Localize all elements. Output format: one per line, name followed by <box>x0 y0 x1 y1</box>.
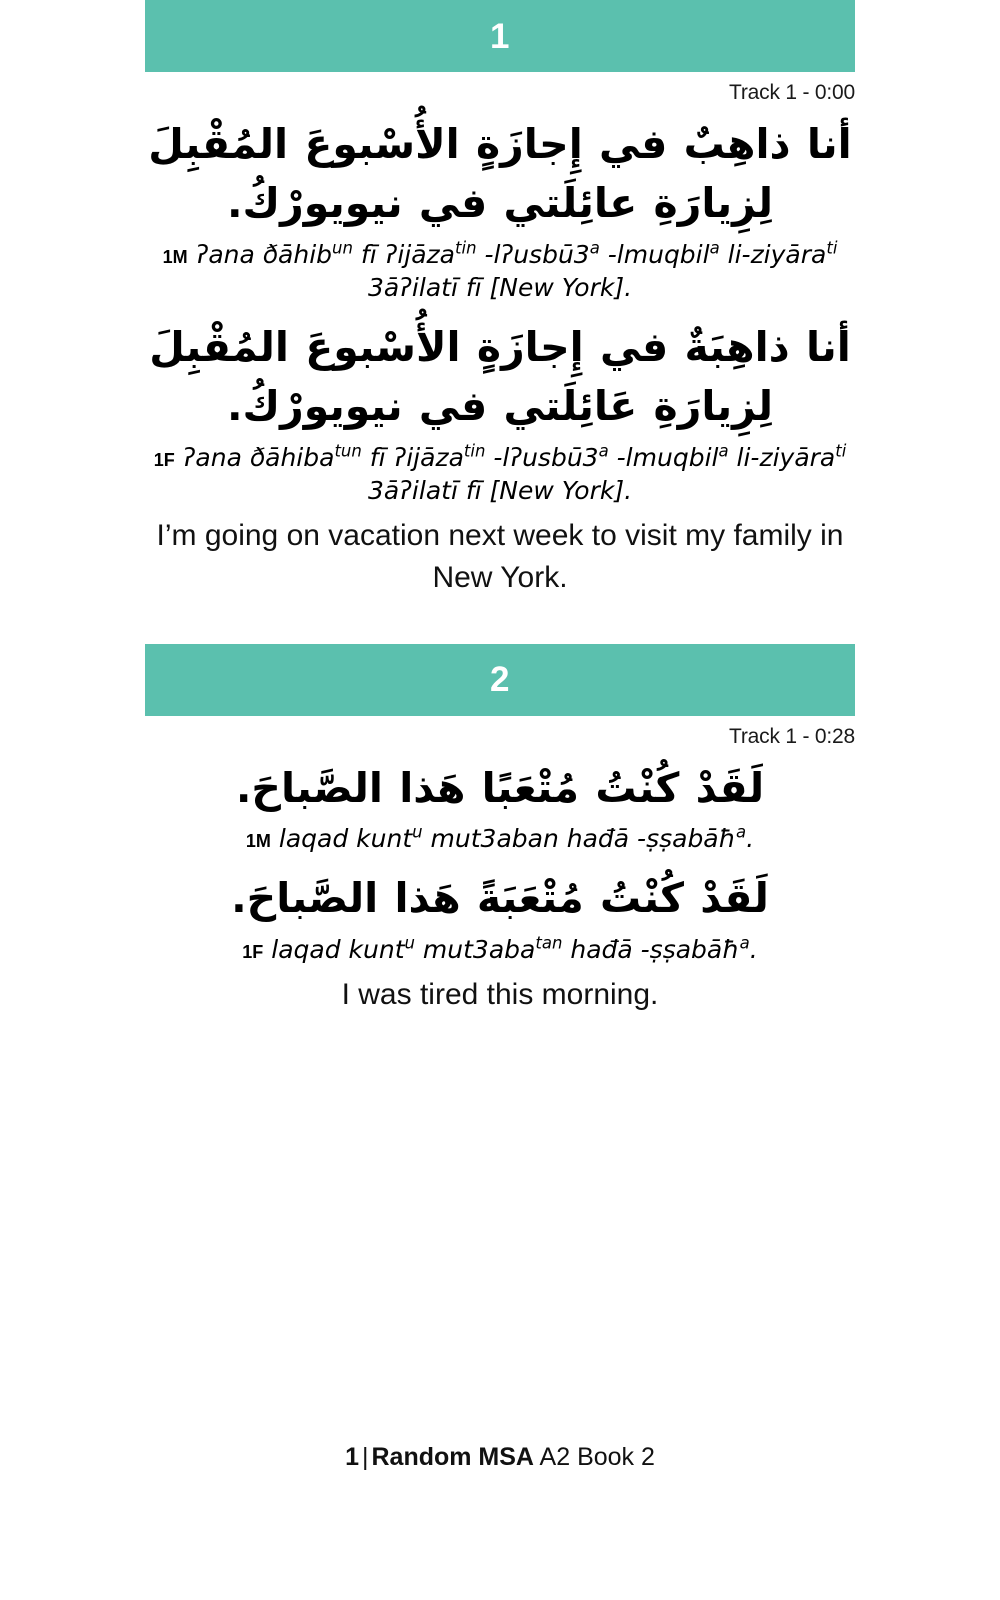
entry-2-gender-tag-feminine: 1F <box>242 941 264 962</box>
entry-2-transliteration-feminine <box>145 933 855 966</box>
entry-2-transliteration-masculine <box>145 822 855 855</box>
entry-1-transliteration-feminine <box>145 441 855 507</box>
entry-1-gender-tag-masculine: 1M <box>162 246 188 267</box>
entry-2-arabic-masculine: لَقَدْ كُنْتُ مُتْعَبًا هَذا الصَّباحَ. <box>235 763 765 812</box>
footer-book-label: A2 Book 2 <box>533 1443 655 1471</box>
entry-2-transliteration-masculine-text: laqad kunt$^u$ mut3aban hađā -ṣṣabāħ$^a$. <box>278 823 755 854</box>
entry-1 <box>145 0 855 600</box>
entry-2-arabic-feminine: لَقَدْ كُنْتُ مُتْعَبَةً هَذا الصَّباحَ. <box>231 874 769 923</box>
entry-1-transliteration-masculine-text: ʔana ðāhib$^{un}$ fī ʔijāza$^{tin}$ -lʔusbū3$^a$ -lmuqbil$^a$ li-ziyāra$^{ti}$ 3āʔilatī fī [New York]. <box>195 238 838 302</box>
entry-2-track-label: Track 1 - 0:28 <box>729 724 855 748</box>
entry-1-english-translation: I’m going on vacation next week to visit my family in New York. <box>156 518 844 595</box>
entry-2-header-bar <box>145 644 855 716</box>
entry-2-english-translation: I was tired this morning. <box>341 977 659 1011</box>
entry-1-gender-tag-feminine: 1F <box>153 449 175 470</box>
footer-brand: Random MSA <box>371 1443 534 1471</box>
entry-2-gender-tag-masculine: 1M <box>245 831 271 852</box>
entry-1-track-label: Track 1 - 0:00 <box>729 81 855 104</box>
entry-1-number: 1 <box>490 16 510 56</box>
entry-2-transliteration-feminine-text: laqad kunt$^u$ mut3aba$^{tan}$ hađā -ṣṣabāħ$^a$. <box>271 933 758 964</box>
entry-1-transliteration-feminine-text: ʔana ðāhiba$^{tun}$ fī ʔijāza$^{tin}$ -lʔusbū3$^a$ -lmuqbil$^a$ li-ziyāra$^{ti}$ 3āʔilatī fī [New York]. <box>182 441 847 505</box>
footer-separator: | <box>361 1443 369 1471</box>
entry-1-arabic-masculine: أنا ذاهِبٌ في إِجازَةٍ الأُسْبوعَ المُقْبِلَ لِزِيارَةِ عائِلَتي في نيويورْكُ. <box>148 120 852 228</box>
page-footer <box>0 1443 1000 1472</box>
entry-1-arabic-feminine: أنا ذاهِبَةٌ في إِجازَةٍ الأُسْبوعَ المُقْبِلَ لِزِيارَةِ عَائِلَتي في نيويورْكُ. <box>149 322 851 431</box>
entry-1-transliteration-masculine <box>145 238 855 304</box>
footer-page-number: 1 <box>345 1443 359 1471</box>
entry-1-header-bar <box>145 0 855 72</box>
entry-2 <box>145 644 855 1016</box>
entry-2-number: 2 <box>490 660 510 700</box>
